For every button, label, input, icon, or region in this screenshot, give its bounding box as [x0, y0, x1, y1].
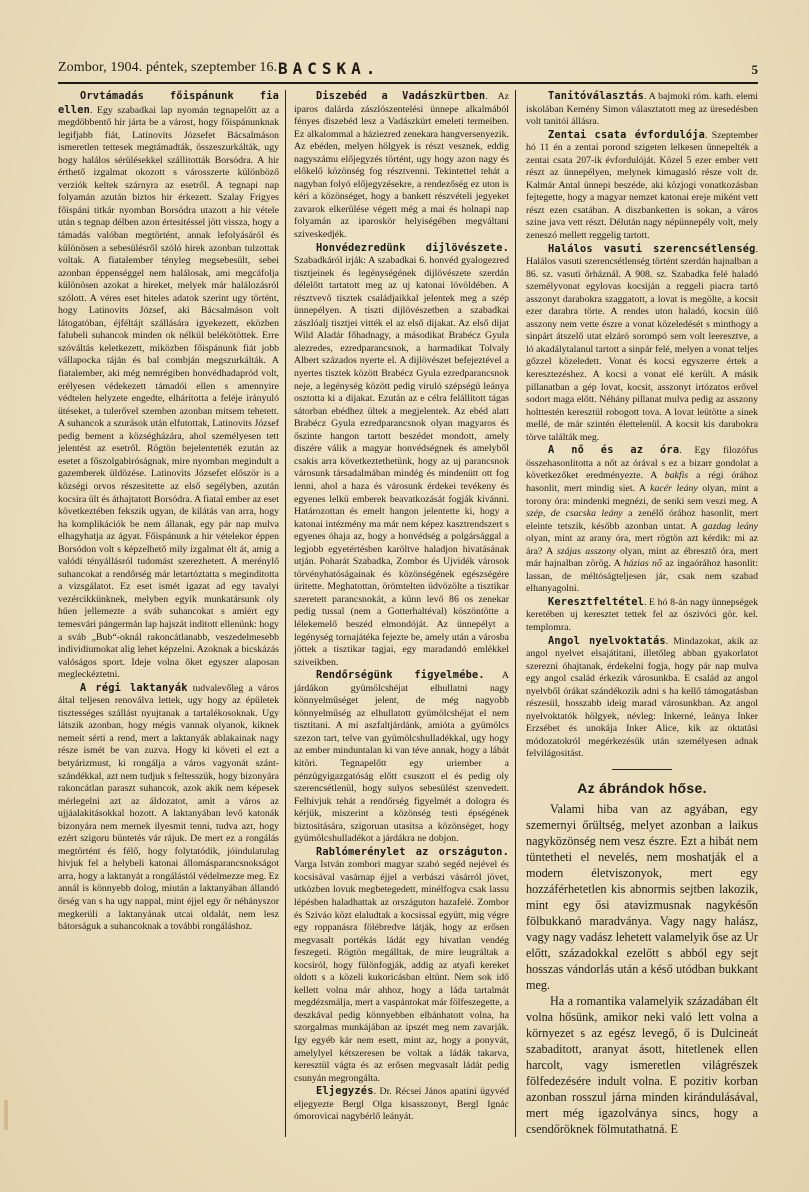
italic-phrase: gazdag leány: [702, 520, 758, 532]
article-heading: Orvtámadás főispánunk fia ellen: [58, 90, 279, 116]
masthead-rule: [58, 82, 758, 84]
feuilleton: [526, 801, 758, 1137]
column-1: [58, 90, 286, 1137]
article-heading: Keresztfeltétel: [548, 595, 644, 608]
article: [294, 1085, 509, 1124]
article-body: tudvalevőleg a város által teljesen renoválva lettek, ugy hogy az épületek tisztességes szállást nyujtanak a tartalékosoknak. Ugy látszik azonban, hogy mégis vannak olyanok, kiknek nemeit sérti a rend, mert a laktanyák ablakainak nagy része ismét be van zuzva. Hogy ki követi el ezt a betyárizmust, ki rongálja a város vagyonát szánt-szándékkal, azt nem tudjuk s feltesszük, hogy bizonyára rakoncátlan paraszt suhancok, azok akik nem képesek mérlegelni azt az áldozatot, amit a város az ujjáalakitásokkal hozott. A laktanyában levő katonák bizonyára nem mernek ilyesmit tenni, tudva azt, hogy ezért szigoru büntetés vár rájuk. De mert ez a rongálás megtörtént és félő, hogy folytatódik, jóindulatulag hivjuk fel a helybeli katonai állomásparancsnokságot arra, hogy a laktanyát a rongálástól védelmezze meg. Ez annál is könnyebb dolog, miután a laktanyában állandó őrség van s ha ugy nappal, mint éjjel egy őr néhányszor megkerüli a laktanyának utcai oldalát, nem lesz bátorságuk a suhancoknak a további rongáláshoz.: [58, 682, 279, 933]
column-2: [286, 90, 516, 1137]
article-heading: Angol nyelvoktatás: [548, 634, 666, 647]
article-heading: Diszebéd a Vadászkürtben: [316, 90, 486, 102]
article-body-part: az ingaórához hasonlit: lassan, de méltóságteljesen jár, csak nem szabad elhanyagolni.: [526, 558, 758, 595]
article: [294, 669, 509, 846]
article-body: Szabadkáról irják: A szabadkai 6. honvéd gyalogezred tisztjeinek és legénységének dijlövészete szerdán délelőtt tartatott meg az uj katonai lövöldében. A résztvevő tisztek családjaikkal jelentek meg a szép ünnepélyen. A tiszti dijlövészetben a szabadkai zászlóalj tisztjei vitték el az első dijakat. Az első dijat Wild Aladár főhadnagy, a másodikat Brabécz Gyula alezredes, ezredparancsnok, a harmadikat Tolvaly Albert százados nyerte el. A dijlövészet befejeztével a nyertes tisztek között Brabécz Gyula ezredparancsnok neje, a legénység között pedig viruló szépségü leánya osztotta ki a dijakat. Ezután az e célra felállitott tágas sátorban ebédhez ültek a megjelentek. Az ebéd alatt Brabécz Gyula ezredparancsnok olyan magyaros és őszinte hangon tartott beszédet mondott, amely diszére válik a magyar honvédségnek és amelyből csakis arra következtethetünk, hogy az uj parancsnok városunk társadalmában mindég és mindenütt ott fog lenni, ahol a haza és városunk érdekei tevékeny és egyenes lelkü emberek beavatkozását fogják kivánni. Határozottan és emelt hangon jelentette ki, hogy a katonai intézmény ma már nem képez kasztrendszert s egyenes óhaja az, hogy a honvédség a polgársággal a legjobb egyetértésben karöltve haladjon hivatásának utján. Poharát Szabadka, Zombor és Ujvidék városok törvényhatóságainak és közönségének egészségére üritette. Meghatottan, örömtelten üdvözölte a tisztikar szeretett parancsnokát, a künn levő 86 os zenekar pedig tussal (nem a Gotterhaltéval) köszöntötte a lélekemelő beszéd elmondóját. Az ünnepélyt a legénység tornajátéka fejezte be, amely után a városba jöttek a tisztikar tagjai, egy maradandó emlékkel sziveikben.: [294, 255, 509, 668]
article-heading: A nő és az óra: [548, 444, 680, 457]
article-body-part: olyan, mint a torony óra: mindenki megnézi, de senki sem veszi meg. A: [526, 482, 758, 507]
article: [294, 242, 509, 670]
feuilleton-paragraph: Valami hiba van az agyában, egy szemernyi őrültség, melyet azonban a laikus nagyközönség nem vesz észre. Ezt a hibát nem tüntetheti el nevelés, nem moshatják el a modern életviszonyok, mert egy hozzáférhetetlen kis abnormis sejtben lakozik, mint egy ősi atavizmusnak nagykésőn fölbukkanó maradványa. Vagy nagy halász, vagy nagy vadász lehetett valamelyik őse az Ur előtt, századokkal ezelőtt s abból egy sejt hosszas vándorlás után a késő utódban bukkant meg.: [526, 801, 758, 992]
article-body: . Dr. Récsei János apatini ügyvéd eljegyezte Bergl Olga kisasszonyt, Bergl Ignác ómorovicai nagybérlő leányát.: [294, 1086, 509, 1123]
article-body: . Mindazokat, akik az angol nyelvet elsajátitani, illetőleg abban gyakorlatot szerezni óhajtanak, érdekelni fogja, hogy pár nap mulva egy angol család érkezik városunkba. E család az angol nyelvből órákat szándékozik adni s ha kellő támogatásban részesül, hosszabb ideig marad városunkban. Az angol nyelvoktatók hölgyek, névleg: Inkerné, leánya Inker Erzsébet és unokája Inker Alice, kik az oktatási módozatokról megérkezésük után személyesen adnak felvilágositást.: [526, 635, 759, 760]
article-heading: Zentai csata évfordulója: [548, 128, 706, 141]
article-body-part: . Egy filozófus összehasonlitotta a nőt az órával s ez a bizarr gondolat a következőket eredményezte. A: [526, 445, 758, 482]
article-heading: Rablómerénylet az országuton.: [316, 845, 509, 858]
article-heading: Honvédezredünk dijlövészete.: [316, 241, 509, 254]
article-body: . Egy szabadkai lap nyomán tegnapelőtt az a megdöbbentő hir járta be a várost, hogy főispánunknak legifjabb fiát, Latinovits Józsefet Bácsalmáson ismeretlen tettesek megtámadták, összeszurkálták, ugy hogy halálos sérülésekkel szállitották Borsódra. A hir érthető izgalmat okozott s városszerte különböző verziók keltek szárnyra az esetről. A tegnapi nap folyamán azután biztos hir érkezett. Szalay Frigyes főispáni titkár nyomban Borsódra utazott a hir vétele után s tegnap délben azon értesitéssel jött vissza, hogy a támadás valóban megtörtént, annak lefolyásáról és különösen a sebesülésről szóló hirek azonban tulzottak voltak. A fiatalember tényleg megsebesült, sebei azonban éppenséggel nem halálosak, ami megcáfolja különösen azokat a hireket, melyek már halálozásról szólott. A véres eset hiteles adatok szerint ugy történt, hogy Latinovits József, aki Bácsalmáson volt látogatóban, éjféltájt szállására igyekezett, eközben falubeli suhancok minden ok nélkül belékötöttek. Erre szóváltás keletkezett, miközben főispánunk fiát jobb vállapocka táján és bal combján megszurkálták. A fiatalember, aki még nemrégiben honvédhadapród volt, erélyesen védekezett támadói ellen s amennyire védtelen helyzete engedte, elhárította a feléje irányuló ütéseket, a tulerővel szemben azonban mitsem tehetett. A suhancok a szurások után elfutottak, Latinovits József pedig bement a községházára, ahol személyesen tett jelentést az esetről. Rögtön bejelentették ezután az esetet a főszolgabiróságnak, mire nyomban megindult a gazemberek üldözése. Latinovits Józsefet először is a községi orvos részesitette az első segélyben, azután kocsira ült és áthajtatott Borsódra. A fiatal ember az eset következtében fekszik ugyan, de kilátás van arra, hogy ha komplikációk be nem állanak, egy pár nap mulva elhagyhatja az ágyat. Főispánunk a hir vételekor éppen Borsódon volt s képzelhető mily izgalmat élt át, amig a valódi tényállásról tudomást szerezhetett. A merénylő suhancokat a rendőrség már letartóztatta s meginditotta a vizsgálatot. Ez eset ismét igazat ad egy tavalyi vezércikkünknek, melyben egyik munkatársunk oly hűen jellemezte a sváb suhancokat s amiért egy temesvári pángermán lap hajszát inditott ellenünk: hogy a sváb „Bub“-oknál rakoncátlanabb, veszedelmesebb individiumokat alig lehet képzelni. Azoknak a bicskázás valóságos sport. Ideje volna őket egyszer alaposan megleckéztetni.: [58, 104, 279, 681]
article: [294, 846, 509, 1085]
feuilleton-title: Az ábrándok hőse.: [577, 779, 707, 796]
article-body-part: a régi órához hasonlit, mert mindig siet. A: [526, 470, 758, 494]
article-heading: Rendőrségünk figyelmébe.: [316, 669, 485, 682]
article-body-part: a zenélő órához hasonlit, mert eleinte tetszik, később azonban untat. A: [526, 508, 758, 532]
article: [294, 90, 509, 242]
article-body-part: olyan, mint az arany óra, mert rögtön azt kérdik: mi az ára? A: [526, 533, 758, 557]
article-heading: Tanitóválasztás: [548, 90, 644, 102]
page-number: 5: [751, 62, 758, 77]
italic-phrase: szép, de csacska leány: [526, 508, 623, 520]
column-3: [516, 90, 758, 1137]
article: [58, 90, 279, 682]
article-body: . Halálos vasuti szerencsétlenség történt szerdán hajnalban a 86. sz. vasuti őrháznál. A 908. sz. Szabadka felé haladó személyvonat egylovas kocsiján a reggeli piacra tartó asszonyt darabokra szaggatott, a lovat is megölte, a kocsit ezer darabra törte. A rendes uton haladó, kocsin ülő asszony nem vette észre a vonat közeledését s minthogy a sinpárt átszelő utat elzáró sorompó sem volt leeresztve, a ló akadálytalanul tartott a sinpár felé, melyen a vonat teljes gőzzel közeledett. Vonat és kocsi egyszerre értek a keresztezéshez. A kocsi a vonat elé került. A másik pillanatban a gép lovat, kocsit, asszonyt irtózatos erővel sodort maga előtt. Néhány pillanat mulva pedig az asszony holttestén keresztül robogott tova. A lovat leütötte a sinek mellé, de már szintén élettelenül. A kocsit kis darabokra törve találták meg.: [526, 243, 758, 443]
article-heading: Halálos vasuti szerencsétlenség: [548, 242, 756, 255]
article-body: A járdákon gyümölcshéjat elhullatni nagy könnyelműséget jelent, de még nagyobb könnyelműség az elhullatott gyümölcshéjat el nem tisztitani. A mi aszfaltjárdánk, amióta a gyümölcs szezon tart, telve van gyümölcshulladékkal, ugy hogy az ember minduntalan ki van téve annak, hogy a lábát kitöri. Tegnapelőtt egy uriember a pénzügyigazgatóság előtt csuszott el és pedig oly szerencsétlenül, hogy sulyos sebesülést szenvedett. Felhivjuk tehát a rendőrség figyelmét a dologra és kérjük, miszerint a közönség testi épségének biztositására, szigoruan utasitsa a közönséget, hogy gyümölcshulladékot a járdákra ne dobjon.: [294, 670, 509, 845]
date-line: Zombor, 1904. péntek, szeptember 16.: [58, 60, 278, 75]
italic-phrase: szájas asszony: [556, 545, 616, 557]
article: [526, 90, 758, 129]
article-body: . A bajmoki róm. kath. elemi iskolában Kemény Simon választatott meg az üresedésben volt tanitói állásra.: [526, 91, 758, 128]
italic-phrase: házias nő: [623, 558, 662, 570]
article: [526, 444, 758, 596]
paper-stain: [4, 1100, 8, 1130]
article-body: Varga István zombori magyar szabó segéd nejével és kocsisával vasárnap éjjel a verbászi vásárról jövet, utközben lovuk megbetegedett, minélfogva csak lassu lépésben haladhattak az országuton hazafelé. Zombor és Sziváo közt elaludtak a kocsissal együtt, mig végre egy roppanásra fölébredve látják, hogy az erősen megvasalt portékás ládát egy hivatlan vendég feszegeti. Rögtön megálltak, de mire leugráltak a kocsiról, hogy fülönfogják, addig az atyafi kereket oldott s a közeli kukoricásban eltünt. Nem sok idő kellett volna már ahhoz, hogy a láda tartalmát megdézsmálja, mert a vaspántokat már fölfeszegette, a deszkával pedig könnyebben elbánhatott volna, ha szorgalmas munkájában az ipszét meg nem zavarják. Igy egyéb kár nem esett, mint az, hogy a ponyvát, amelylyel kétszeresen be voltak a ládák takarva, keresztül vágta és az erősen megvasalt ládát pedig csunyán megrongálta.: [294, 859, 509, 1084]
article-body: . Szeptember hó 11 én a zentai porond szigeten lelkesen ünnepelték a zentai csata 207-ik évfordulóját. Közel 5 ezer ember vett részt az ünnepélyen, melynek kimagasló része volt dr. Kalmár Antal ünnepi beszéde, aki közjogi vonatkozásban fejtegette, hogy a magyar nemzet katonai ereje miként vett részt ezen csatában. A diszbanketten is sokan, a város szine java vett részt. Délután nagy népünnepély volt, mely zeneszó mellett reggelig tartott.: [526, 129, 758, 242]
article: [526, 243, 758, 445]
italic-phrase: kacér leány: [650, 482, 698, 494]
article-body-part: olyan, mint az ébresztő óra, mert már hajnalban zörög. A: [526, 545, 759, 570]
article-body: . Az iparos dalárda zászlószentelési ünnepe alkalmából fényes diszebéd lesz a Vadászkürt emeleti termeiben. Ez alkalommal a háziezred zenekara hangversenyezik. Az ebéden, melyen hölgyek is részt vesznek, eddig nagyszámu előjegyzés történt, ugy hogy azon nagy és előkelő közönség fog résztvenni. Tekintettel tehát a nagyban folyó előjegyzésekre, a rendezőség ez uton is kéri a közönséget, hogy a bankett részvételi jegyeket zavarok elkerülése végett még a mai és holnapi nap folyamán az iparoskör helyiségében megváltani sziveskedjék.: [294, 91, 509, 241]
article-heading: A régi laktanyák: [80, 681, 188, 694]
article: [526, 129, 758, 243]
section-divider: [612, 769, 672, 770]
article: [526, 596, 758, 635]
paper-title: BACSKA.: [278, 59, 381, 78]
article: [526, 635, 758, 761]
article-body: . E hó 8-án nagy ünnepségek keretében uj keresztet tettek fel az ószivóci gör. kel. templomra.: [526, 596, 758, 633]
feuilleton-paragraph: Ha a romantika valamelyik századában élt volna hősünk, amikor neki való lett volna a környezet s az egész levegő, ő is Dulcineát szabaditott, aranyat ásott, hitetlenek ellen harcolt, vagy ismeretlen világrészek fölfedezésére indult volna. E pozitiv korban azonban rosszul járna minden kirándulásával, mert még igazolványa sincs, hogy a csendőröknek fölmutathatná. E: [526, 993, 758, 1136]
columns: [58, 90, 758, 1137]
masthead: [58, 58, 758, 80]
article: [58, 682, 279, 934]
article-heading: Eljegyzés: [316, 1085, 374, 1098]
newspaper-page: [58, 58, 758, 1137]
italic-phrase: bakfis: [664, 470, 689, 482]
